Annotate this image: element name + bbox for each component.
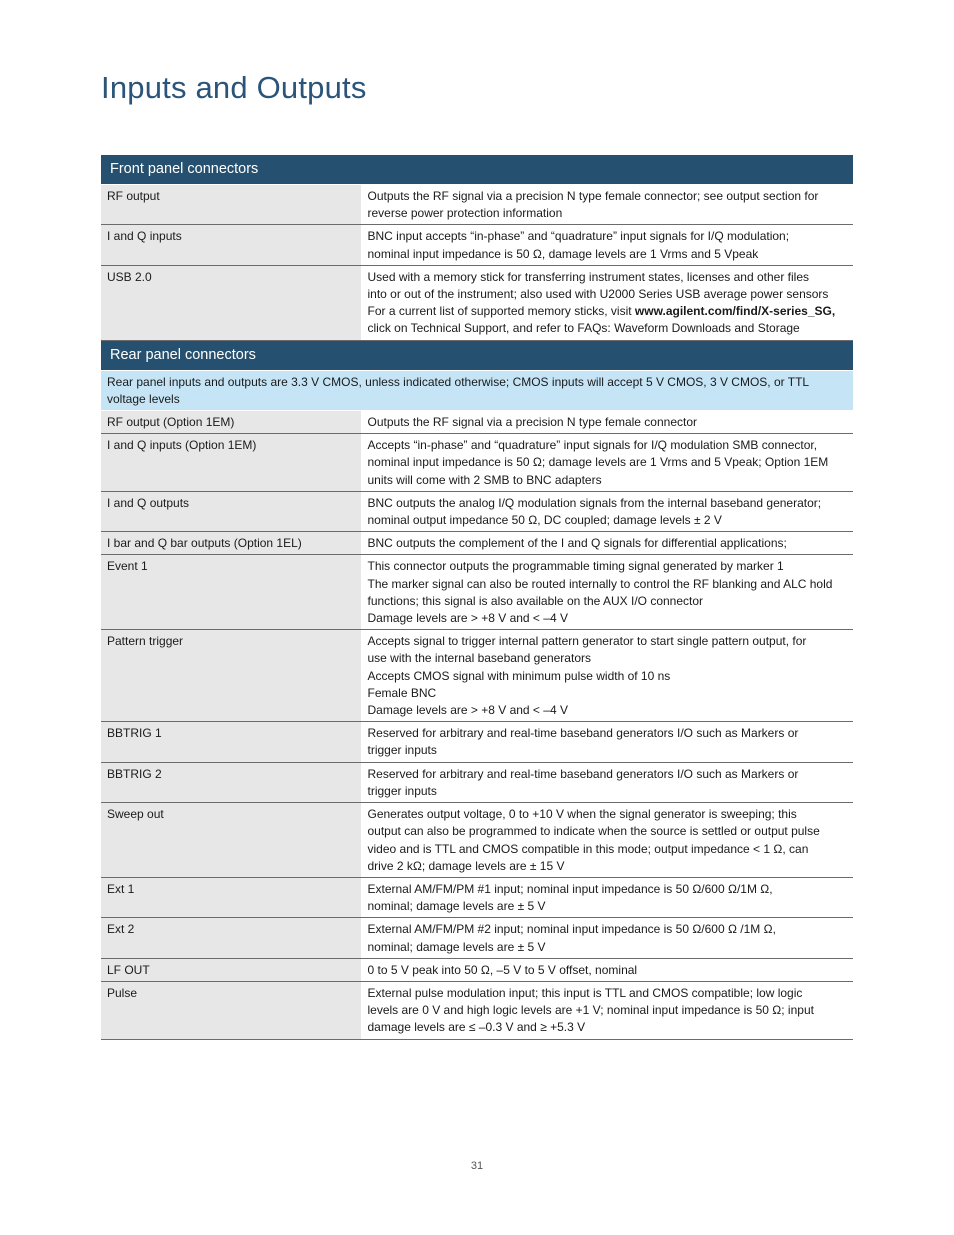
connector-label: Ext 1 — [101, 877, 361, 917]
connector-description — [361, 762, 853, 802]
connector-label: Sweep out — [101, 803, 361, 878]
connector-description — [361, 555, 853, 630]
table-row — [101, 411, 853, 434]
description-line: The marker signal can also be routed internally to control the RF blanking and ALC hold — [367, 576, 833, 591]
connector-description — [361, 958, 853, 981]
description-line: units will come with 2 SMB to BNC adapters — [367, 472, 602, 487]
description-line: Used with a memory stick for transferring instrument states, licenses and other files — [367, 269, 810, 284]
connector-description — [361, 411, 853, 434]
front-panel-header-row — [101, 155, 853, 185]
table-row — [101, 981, 853, 1039]
agilent-link[interactable]: www.agilent.com/find/X-series_SG, — [634, 304, 836, 319]
description-line: damage levels are ≤ –0.3 V and ≥ +5.3 V — [367, 1020, 586, 1035]
description-line: Female BNC — [367, 685, 437, 700]
connector-label: USB 2.0 — [101, 265, 361, 340]
description-line: Damage levels are > +8 V and < –4 V — [367, 703, 568, 718]
connector-label: I and Q inputs — [101, 225, 361, 265]
description-line: Accepts CMOS signal with minimum pulse width of 10 ns — [367, 668, 671, 683]
connector-description — [361, 630, 853, 722]
table-row — [101, 185, 853, 225]
description-line: Accepts signal to trigger internal pattern generator to start single pattern output, for — [367, 634, 807, 649]
description-line: use with the internal baseband generators — [367, 651, 591, 666]
description-line: External AM/FM/PM #2 input; nominal input impedance is 50 Ω/600 Ω /1M Ω, — [367, 922, 776, 937]
connector-label: Pulse — [101, 981, 361, 1039]
description-line: reverse power protection information — [367, 206, 563, 221]
connector-description — [361, 981, 853, 1039]
table-row — [101, 918, 853, 958]
rear-panel-header: Rear panel connectors — [101, 340, 853, 370]
table-row — [101, 225, 853, 265]
table-row — [101, 532, 853, 555]
connector-label: BBTRIG 2 — [101, 762, 361, 802]
connector-description — [361, 225, 853, 265]
description-line: nominal output impedance 50 Ω, DC coupled; damage levels ± 2 V — [367, 513, 722, 528]
description-line: Outputs the RF signal via a precision N type female connector; see output section for — [367, 189, 819, 203]
connector-label: Ext 2 — [101, 918, 361, 958]
table-row — [101, 803, 853, 878]
table-row — [101, 877, 853, 917]
description-line: video and is TTL and CMOS compatible in this mode; output impedance < 1 Ω, can — [367, 841, 809, 856]
connector-description — [361, 265, 853, 340]
description-line: drive 2 kΩ; damage levels are ± 15 V — [367, 858, 565, 873]
note-line: Rear panel inputs and outputs are 3.3 V CMOS, unless indicated otherwise; CMOS inputs will accept 5 V CMOS, 3 V CMOS, or TTL — [107, 374, 810, 389]
description-line: BNC outputs the complement of the I and Q signals for differential applications; — [367, 536, 787, 551]
description-line: nominal input impedance is 50 Ω, damage levels are 1 Vrms and 5 Vpeak — [367, 246, 759, 261]
table-row — [101, 630, 853, 722]
description-line: Reserved for arbitrary and real-time baseband generators I/O such as Markers or — [367, 726, 799, 741]
description-line: trigger inputs — [367, 783, 437, 798]
connector-label: BBTRIG 1 — [101, 722, 361, 762]
description-line: nominal; damage levels are ± 5 V — [367, 899, 546, 914]
description-line: Damage levels are > +8 V and < –4 V — [367, 611, 568, 626]
connector-label: Pattern trigger — [101, 630, 361, 722]
description-line: This connector outputs the programmable timing signal generated by marker 1 — [367, 559, 784, 574]
connector-label: RF output — [101, 185, 361, 225]
description-line: nominal; damage levels are ± 5 V — [367, 939, 546, 954]
connector-label: Event 1 — [101, 555, 361, 630]
description-line: Reserved for arbitrary and real-time baseband generators I/O such as Markers or — [367, 766, 799, 781]
connector-label: I and Q inputs (Option 1EM) — [101, 434, 361, 492]
connector-description — [361, 434, 853, 492]
connector-description — [361, 185, 853, 225]
connector-label: RF output (Option 1EM) — [101, 411, 361, 434]
description-line: trigger inputs — [367, 743, 437, 758]
rear-panel-note-row — [101, 370, 853, 410]
description-line: into or out of the instrument; also used with U2000 Series USB average power sensors — [367, 287, 829, 302]
description-line: click on Technical Support, and refer to FAQs: Waveform Downloads and Storage — [367, 321, 800, 336]
note-line: voltage levels — [107, 391, 180, 406]
description-line: BNC input accepts “in-phase” and “quadrature” input signals for I/Q modulation; — [367, 229, 790, 244]
description-line: 0 to 5 V peak into 50 Ω, –5 V to 5 V offset, nominal — [367, 962, 638, 977]
page-number: 31 — [470, 1160, 484, 1172]
page-title: Inputs and Outputs — [101, 70, 367, 105]
connector-label: I and Q outputs — [101, 491, 361, 531]
description-line: BNC outputs the analog I/Q modulation signals from the internal baseband generator; — [367, 495, 822, 510]
table-row — [101, 722, 853, 762]
connector-description — [361, 532, 853, 555]
connector-label: LF OUT — [101, 958, 361, 981]
description-line: External pulse modulation input; this input is TTL and CMOS compatible; low logic — [367, 985, 803, 1000]
front-panel-header: Front panel connectors — [101, 155, 853, 185]
table-row — [101, 958, 853, 981]
connectors-table — [101, 155, 853, 1040]
connector-description — [361, 491, 853, 531]
description-line — [368, 303, 848, 320]
description-line: levels are 0 V and high logic levels are +1 V; nominal input impedance is 50 Ω; input — [367, 1003, 814, 1018]
table-row — [101, 434, 853, 492]
description-line: Accepts “in-phase” and “quadrature” input signals for I/Q modulation SMB connector, — [367, 438, 818, 453]
connector-description — [361, 803, 853, 878]
connector-description — [361, 918, 853, 958]
description-line: nominal input impedance is 50 Ω; damage levels are 1 Vrms and 5 Vpeak; Option 1EM — [367, 455, 829, 470]
connector-label: I bar and Q bar outputs (Option 1EL) — [101, 532, 361, 555]
description-line: Generates output voltage, 0 to +10 V when the signal generator is sweeping; this — [367, 807, 797, 822]
description-line: External AM/FM/PM #1 input; nominal input impedance is 50 Ω/600 Ω/1M Ω, — [367, 881, 773, 896]
table-row — [101, 762, 853, 802]
connector-description — [361, 722, 853, 762]
description-line: output can also be programmed to indicate when the source is settled or output pulse — [367, 824, 820, 839]
table-row — [101, 555, 853, 630]
description-line: Outputs the RF signal via a precision N type female connector — [367, 415, 697, 430]
description-line: functions; this signal is also available on the AUX I/O connector — [367, 593, 704, 608]
table-row — [101, 265, 853, 340]
rear-panel-note — [101, 370, 853, 410]
rear-panel-header-row — [101, 340, 853, 370]
table-row — [101, 491, 853, 531]
link-prefix: For a current list of supported memory sticks, visit — [367, 304, 635, 319]
connector-description — [361, 877, 853, 917]
